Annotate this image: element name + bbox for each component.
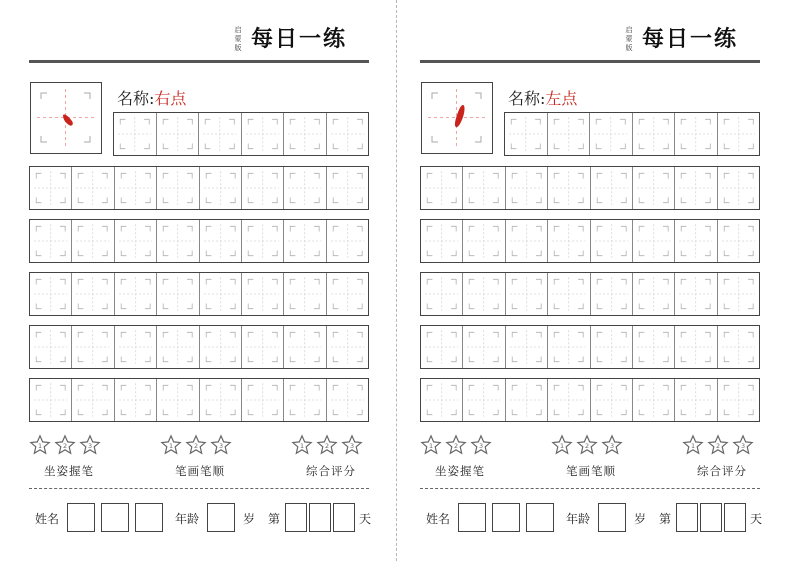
practice-cell[interactable]: [675, 273, 717, 315]
fold-line: [396, 0, 397, 561]
cell-guides: [591, 220, 632, 262]
practice-cell[interactable]: [675, 379, 717, 421]
cell-guides: [200, 273, 241, 315]
cell-guides: [463, 167, 504, 209]
practice-cell[interactable]: [157, 273, 199, 315]
practice-cell[interactable]: [548, 326, 590, 368]
rating-stars-strokes: [551, 434, 631, 456]
cell-guides: [506, 220, 547, 262]
practice-cell[interactable]: [548, 379, 590, 421]
cell-guides: [72, 167, 113, 209]
cell-guides: [327, 273, 368, 315]
practice-cell[interactable]: [242, 220, 284, 262]
practice-cell[interactable]: [463, 273, 505, 315]
cell-guides: [591, 379, 632, 421]
cell-guides: [284, 273, 325, 315]
cell-guides: [591, 167, 632, 209]
svg-text:3: 3: [609, 442, 615, 451]
cell-guides: [284, 167, 325, 209]
cell-guides: [591, 273, 632, 315]
practice-cell[interactable]: [591, 326, 633, 368]
star-icon[interactable]: [316, 434, 338, 456]
cell-guides: [548, 220, 589, 262]
cell-guides: [463, 220, 504, 262]
cell-guides: [157, 167, 198, 209]
student-info: [29, 503, 372, 533]
day-prefix-label: 第: [659, 512, 672, 526]
cell-guides: [718, 379, 759, 421]
practice-cell[interactable]: [242, 113, 285, 155]
practice-cell[interactable]: [548, 167, 590, 209]
practice-cell[interactable]: [675, 220, 717, 262]
practice-cell[interactable]: [284, 273, 326, 315]
rating-stars-overall: [291, 434, 371, 456]
cell-guides: [284, 113, 326, 155]
practice-cell[interactable]: [633, 379, 675, 421]
cell-guides: [675, 220, 716, 262]
day-box[interactable]: [700, 503, 722, 532]
star-icon[interactable]: [291, 434, 313, 456]
cell-guides: [72, 326, 113, 368]
star-icon[interactable]: [551, 434, 573, 456]
practice-cell[interactable]: [284, 379, 326, 421]
rating-label: 坐姿握笔: [44, 464, 94, 478]
svg-text:3: 3: [218, 442, 224, 451]
svg-text:3: 3: [349, 442, 355, 451]
practice-cell[interactable]: [548, 220, 590, 262]
cell-guides: [633, 113, 675, 155]
title-rule: [29, 60, 369, 63]
cell-guides: [284, 326, 325, 368]
star-icon[interactable]: [185, 434, 207, 456]
star-icon[interactable]: [341, 434, 363, 456]
practice-cell[interactable]: [506, 167, 548, 209]
age-box[interactable]: [207, 503, 235, 532]
edition-label: 启蒙版: [625, 26, 633, 52]
name-box[interactable]: [67, 503, 95, 532]
cell-guides: [633, 326, 674, 368]
cell-guides: [242, 326, 283, 368]
practice-cell[interactable]: [506, 379, 548, 421]
cell-guides: [506, 326, 547, 368]
cell-guides: [115, 220, 156, 262]
stroke-name-row: [117, 86, 186, 109]
star-icon[interactable]: [160, 434, 182, 456]
cell-guides: [242, 167, 283, 209]
practice-cell[interactable]: [506, 220, 548, 262]
cell-guides: [157, 220, 198, 262]
practice-cell[interactable]: [199, 113, 242, 155]
cell-guides: [633, 273, 674, 315]
cell-guides: [72, 220, 113, 262]
svg-text:1: 1: [428, 442, 434, 451]
day-unit-label: 天: [750, 512, 763, 526]
cell-guides: [284, 379, 325, 421]
name-box[interactable]: [101, 503, 129, 532]
practice-row: [113, 112, 369, 156]
cell-guides: [718, 220, 759, 262]
rating-label: 坐姿握笔: [435, 464, 485, 478]
star-icon[interactable]: [210, 434, 232, 456]
practice-cell[interactable]: [421, 220, 463, 262]
practice-cell[interactable]: [327, 379, 368, 421]
practice-cell[interactable]: [72, 273, 114, 315]
practice-cell[interactable]: [30, 167, 72, 209]
svg-text:1: 1: [299, 442, 305, 451]
svg-text:2: 2: [62, 442, 68, 451]
star-icon[interactable]: [682, 434, 704, 456]
practice-row: [29, 378, 369, 422]
svg-text:1: 1: [168, 442, 174, 451]
cell-guides: [200, 326, 241, 368]
practice-cell[interactable]: [327, 167, 368, 209]
rating-stars-posture: [420, 434, 500, 456]
cell-guides: [675, 273, 716, 315]
cell-guides: [548, 167, 589, 209]
rating-label: 笔画笔顺: [175, 464, 225, 478]
footer-divider: [29, 488, 369, 489]
practice-cell[interactable]: [200, 273, 242, 315]
left-dot-stroke-icon: [422, 83, 491, 152]
practice-cell[interactable]: [30, 326, 72, 368]
cell-guides: [157, 273, 198, 315]
practice-cell[interactable]: [115, 167, 157, 209]
name-label: 名称:: [117, 89, 155, 108]
rating-label: 笔画笔顺: [566, 464, 616, 478]
cell-guides: [505, 113, 547, 155]
cell-guides: [421, 167, 462, 209]
rating-label: 综合评分: [306, 464, 356, 478]
cell-guides: [115, 379, 156, 421]
practice-row: [420, 166, 760, 210]
practice-cell[interactable]: [242, 379, 284, 421]
cell-guides: [633, 379, 674, 421]
cell-guides: [200, 379, 241, 421]
stroke-name: 左点: [545, 89, 578, 108]
svg-text:1: 1: [690, 442, 696, 451]
practice-cell[interactable]: [421, 326, 463, 368]
cell-guides: [675, 379, 716, 421]
cell-guides: [72, 273, 113, 315]
practice-cell[interactable]: [718, 326, 759, 368]
age-field-label: 年龄: [175, 512, 200, 526]
practice-cell[interactable]: [718, 273, 759, 315]
practice-cell[interactable]: [115, 273, 157, 315]
cell-guides: [284, 220, 325, 262]
cell-guides: [242, 379, 283, 421]
practice-cell[interactable]: [675, 326, 717, 368]
practice-cell[interactable]: [284, 113, 327, 155]
age-unit-label: 岁: [243, 512, 256, 526]
star-icon[interactable]: [576, 434, 598, 456]
cell-guides: [633, 220, 674, 262]
practice-cell[interactable]: [200, 326, 242, 368]
practice-cell[interactable]: [115, 220, 157, 262]
cell-guides: [115, 273, 156, 315]
svg-text:1: 1: [37, 442, 43, 451]
practice-cell[interactable]: [284, 326, 326, 368]
svg-text:3: 3: [478, 442, 484, 451]
practice-cell[interactable]: [718, 220, 759, 262]
name-field-label: 姓名: [35, 512, 60, 526]
practice-sheet-right-dot: [29, 0, 372, 561]
practice-cell[interactable]: [30, 379, 72, 421]
cell-guides: [591, 326, 632, 368]
day-box[interactable]: [724, 503, 746, 532]
name-box[interactable]: [526, 503, 554, 532]
practice-cell[interactable]: [242, 167, 284, 209]
star-icon[interactable]: [707, 434, 729, 456]
cell-guides: [590, 113, 632, 155]
practice-cell[interactable]: [633, 273, 675, 315]
practice-cell[interactable]: [30, 273, 72, 315]
practice-cell[interactable]: [115, 379, 157, 421]
age-unit-label: 岁: [634, 512, 647, 526]
star-icon[interactable]: [29, 434, 51, 456]
svg-text:2: 2: [715, 442, 721, 451]
cell-guides: [633, 167, 674, 209]
svg-text:2: 2: [324, 442, 330, 451]
cell-guides: [718, 326, 759, 368]
name-box[interactable]: [458, 503, 486, 532]
practice-cell[interactable]: [463, 379, 505, 421]
age-field-label: 年龄: [566, 512, 591, 526]
cell-guides: [115, 167, 156, 209]
stroke-name: 右点: [154, 89, 187, 108]
practice-row: [29, 272, 369, 316]
practice-cell[interactable]: [242, 326, 284, 368]
cell-guides: [30, 220, 71, 262]
cell-guides: [421, 273, 462, 315]
cell-guides: [115, 326, 156, 368]
practice-cell[interactable]: [633, 167, 675, 209]
cell-guides: [327, 220, 368, 262]
cell-guides: [30, 326, 71, 368]
practice-cell[interactable]: [421, 167, 463, 209]
name-label: 名称:: [508, 89, 546, 108]
cell-guides: [421, 326, 462, 368]
practice-row: [29, 325, 369, 369]
name-field-label: 姓名: [426, 512, 451, 526]
student-info: [420, 503, 763, 533]
practice-cell[interactable]: [157, 113, 200, 155]
practice-cell[interactable]: [591, 167, 633, 209]
day-box[interactable]: [309, 503, 331, 532]
name-box[interactable]: [135, 503, 163, 532]
practice-cell[interactable]: [421, 273, 463, 315]
star-icon[interactable]: [420, 434, 442, 456]
edition-label: 启蒙版: [234, 26, 242, 52]
svg-text:2: 2: [453, 442, 459, 451]
day-unit-label: 天: [359, 512, 372, 526]
cell-guides: [675, 167, 716, 209]
cell-guides: [30, 273, 71, 315]
practice-cell[interactable]: [718, 113, 760, 155]
practice-row: [29, 219, 369, 263]
practice-cell[interactable]: [591, 379, 633, 421]
practice-cell[interactable]: [633, 113, 676, 155]
day-box[interactable]: [676, 503, 698, 532]
practice-cell[interactable]: [114, 113, 157, 155]
right-dot-stroke-icon: [31, 83, 100, 152]
cell-guides: [718, 273, 759, 315]
practice-row: [504, 112, 760, 156]
practice-cell[interactable]: [463, 220, 505, 262]
title-rule: [420, 60, 760, 63]
cell-guides: [199, 113, 241, 155]
practice-cell[interactable]: [200, 379, 242, 421]
cell-guides: [548, 379, 589, 421]
day-box[interactable]: [285, 503, 307, 532]
svg-text:1: 1: [559, 442, 565, 451]
practice-row: [29, 166, 369, 210]
cell-guides: [718, 167, 759, 209]
practice-cell[interactable]: [590, 113, 633, 155]
cell-guides: [463, 379, 504, 421]
practice-cell[interactable]: [548, 273, 590, 315]
practice-cell[interactable]: [718, 167, 759, 209]
sheet-title: 每日一练: [251, 27, 348, 52]
cell-guides: [157, 379, 198, 421]
svg-text:3: 3: [87, 442, 93, 451]
stroke-demo-box: [30, 82, 102, 154]
footer-divider: [420, 488, 760, 489]
star-icon[interactable]: [601, 434, 623, 456]
cell-guides: [72, 379, 113, 421]
cell-guides: [506, 273, 547, 315]
practice-sheet-left-dot: [420, 0, 763, 561]
practice-cell[interactable]: [591, 273, 633, 315]
practice-cell[interactable]: [200, 167, 242, 209]
cell-guides: [30, 379, 71, 421]
rating-stars-strokes: [160, 434, 240, 456]
practice-cell[interactable]: [157, 326, 199, 368]
practice-row: [420, 378, 760, 422]
star-icon[interactable]: [54, 434, 76, 456]
cell-guides: [463, 273, 504, 315]
cell-guides: [242, 113, 284, 155]
cell-guides: [200, 167, 241, 209]
name-box[interactable]: [492, 503, 520, 532]
practice-cell[interactable]: [463, 326, 505, 368]
practice-cell[interactable]: [284, 220, 326, 262]
practice-cell[interactable]: [633, 220, 675, 262]
cell-guides: [506, 379, 547, 421]
practice-cell[interactable]: [327, 273, 368, 315]
age-box[interactable]: [598, 503, 626, 532]
cell-guides: [200, 220, 241, 262]
cell-guides: [675, 113, 717, 155]
practice-cell[interactable]: [675, 113, 718, 155]
practice-cell[interactable]: [115, 326, 157, 368]
practice-cell[interactable]: [505, 113, 548, 155]
cell-guides: [548, 326, 589, 368]
cell-guides: [675, 326, 716, 368]
cell-guides: [242, 220, 283, 262]
practice-cell[interactable]: [327, 113, 369, 155]
practice-cell[interactable]: [633, 326, 675, 368]
practice-cell[interactable]: [72, 167, 114, 209]
practice-cell[interactable]: [72, 326, 114, 368]
star-icon[interactable]: [79, 434, 101, 456]
practice-row: [420, 219, 760, 263]
cell-guides: [242, 273, 283, 315]
practice-cell[interactable]: [327, 326, 368, 368]
practice-cell[interactable]: [327, 220, 368, 262]
practice-row: [420, 272, 760, 316]
cell-guides: [506, 167, 547, 209]
day-box[interactable]: [333, 503, 355, 532]
practice-cell[interactable]: [157, 167, 199, 209]
cell-guides: [30, 167, 71, 209]
stroke-name-row: [508, 86, 577, 109]
cell-guides: [718, 113, 760, 155]
practice-cell[interactable]: [30, 220, 72, 262]
practice-cell[interactable]: [548, 113, 591, 155]
practice-cell[interactable]: [157, 220, 199, 262]
practice-cell[interactable]: [421, 379, 463, 421]
cell-guides: [327, 326, 368, 368]
svg-text:2: 2: [584, 442, 590, 451]
practice-cell[interactable]: [463, 167, 505, 209]
practice-row: [420, 325, 760, 369]
cell-guides: [114, 113, 156, 155]
practice-cell[interactable]: [506, 273, 548, 315]
practice-cell[interactable]: [200, 220, 242, 262]
cell-guides: [463, 326, 504, 368]
practice-cell[interactable]: [506, 326, 548, 368]
cell-guides: [548, 273, 589, 315]
cell-guides: [157, 113, 199, 155]
star-icon[interactable]: [470, 434, 492, 456]
rating-stars-posture: [29, 434, 109, 456]
cell-guides: [327, 113, 369, 155]
practice-cell[interactable]: [591, 220, 633, 262]
practice-cell[interactable]: [718, 379, 759, 421]
cell-guides: [421, 379, 462, 421]
practice-cell[interactable]: [242, 273, 284, 315]
cell-guides: [548, 113, 590, 155]
practice-cell[interactable]: [72, 220, 114, 262]
practice-cell[interactable]: [284, 167, 326, 209]
rating-label: 综合评分: [697, 464, 747, 478]
star-icon[interactable]: [732, 434, 754, 456]
cell-guides: [327, 167, 368, 209]
cell-guides: [157, 326, 198, 368]
cell-guides: [421, 220, 462, 262]
rating-stars-overall: [682, 434, 762, 456]
svg-text:3: 3: [740, 442, 746, 451]
sheet-title: 每日一练: [642, 27, 739, 52]
cell-guides: [327, 379, 368, 421]
practice-cell[interactable]: [72, 379, 114, 421]
day-prefix-label: 第: [268, 512, 281, 526]
practice-cell[interactable]: [157, 379, 199, 421]
practice-cell[interactable]: [675, 167, 717, 209]
star-icon[interactable]: [445, 434, 467, 456]
stroke-demo-box: [421, 82, 493, 154]
svg-text:2: 2: [193, 442, 199, 451]
